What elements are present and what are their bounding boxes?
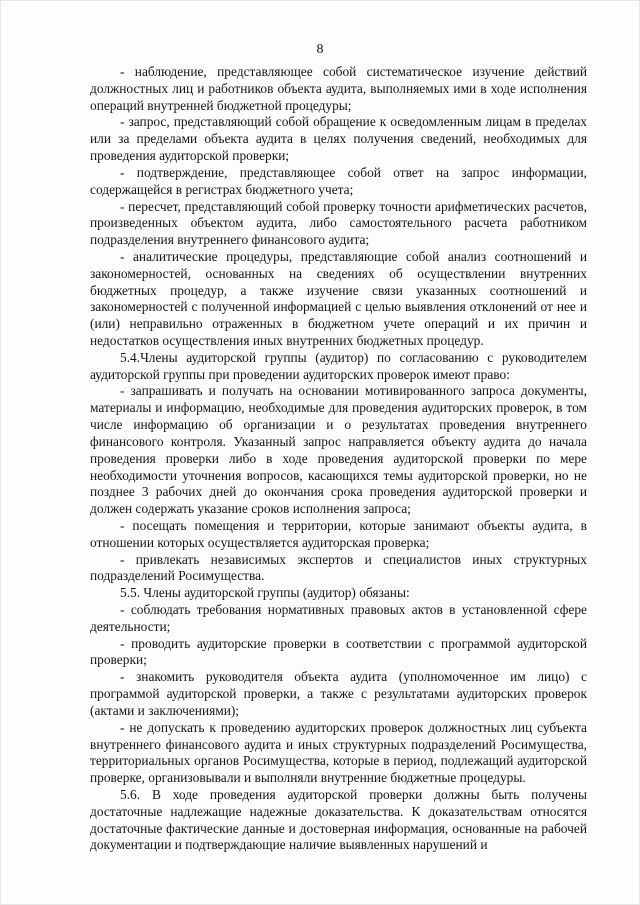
paragraph-right-engage-experts: - привлекать независимых экспертов и специалистов иных структурных подразделений Росимущества. <box>90 551 587 584</box>
paragraph-observation: - наблюдение, представляющее собой систематическое изучение действий должностных лиц и работников объекта аудита, выполняемых ими в ходе исполнения операций внутренней бюджетной процедуры; <box>90 64 587 113</box>
paragraph-duty-inform: - знакомить руководителя объекта аудита (уполномоченное им лицо) с программой аудиторской проверки, а также с результатами аудиторских проверок (актами и заключениями); <box>90 669 587 718</box>
paragraph-right-request-documents: - запрашивать и получать на основании мотивированного запроса документы, материалы и информацию, необходимые для проведения аудиторских проверок, в том числе информацию об организации и о результатах проведения внутреннего финансового контроля. Указанный запрос направляется объекту аудита до начала проведения проверки либо в ходе проведения аудиторской проверки по мере необходимости уточнения вопросов, касающихся темы аудиторской проверки, но не позднее 3 рабочих дней до окончания срока проведения аудиторской проверки и должен содержать указание сроков исполнения запроса; <box>90 383 587 517</box>
paragraph-duty-comply: - соблюдать требования нормативных правовых актов в установленной сфере деятельности; <box>90 602 587 634</box>
paragraph-analytical-procedures: - аналитические процедуры, представляющие собой анализ соотношений и закономерностей, основанных на сведениях об осуществлении внутренних бюджетных процедур, а также изучение связи указанных соотношений и закономерностей с полученной информацией с целью выявления отклонений от нее и (или) неправильно отраженных в бюджетном учете операций и их причин и недостатков осуществления иных внутренних бюджетных процедур. <box>90 248 587 348</box>
paragraph-duty-exclude: - не допускать к проведению аудиторских проверок должностных лиц субъекта внутреннего финансового аудита и иных структурных подразделений Росимущества, территориальных органов Росимущества, которые в период, подлежащий аудиторской проверке, организовывали и выполняли внутренние бюджетные процедуры. <box>90 719 587 786</box>
paragraph-section-5-6: 5.6. В ходе проведения аудиторской проверки должны быть получены достаточные надлежащие надежные доказательства. К доказательствам относятся достаточные фактические данные и достоверная информация, основанные на рабочей документации и подтверждающие наличие выявленных нарушений и <box>90 786 587 853</box>
paragraph-duty-conduct: - проводить аудиторские проверки в соответствии с программой аудиторской проверки; <box>90 635 587 668</box>
page-number: 8 <box>316 42 324 57</box>
paragraph-section-5-5: 5.5. Члены аудиторской группы (аудитор) обязаны: <box>120 585 410 601</box>
paragraph-recalculation: - пересчет, представляющий собой проверку точности арифметических расчетов, произведенных объектом аудита, либо самостоятельного расчета работником подразделения внутреннего финансового аудита; <box>90 198 587 248</box>
paragraph-section-5-4: 5.4.Члены аудиторской группы (аудитор) по согласованию с руководителем аудиторской группы при проведении аудиторских проверок имеют право: <box>90 349 587 382</box>
paragraph-request: - запрос, представляющий собой обращение к осведомленным лицам в пределах или за пределами объекта аудита в целях получения сведений, необходимых для проведения аудиторской проверки; <box>90 114 587 164</box>
paragraph-confirmation: - подтверждение, представляющее собой ответ на запрос информации, содержащейся в регистрах бюджетного учета; <box>90 164 587 197</box>
document-body <box>90 64 587 854</box>
paragraph-right-visit-premises: - посещать помещения и территории, которые занимают объекты аудита, в отношении которых осуществляется аудиторская проверка; <box>90 517 587 550</box>
